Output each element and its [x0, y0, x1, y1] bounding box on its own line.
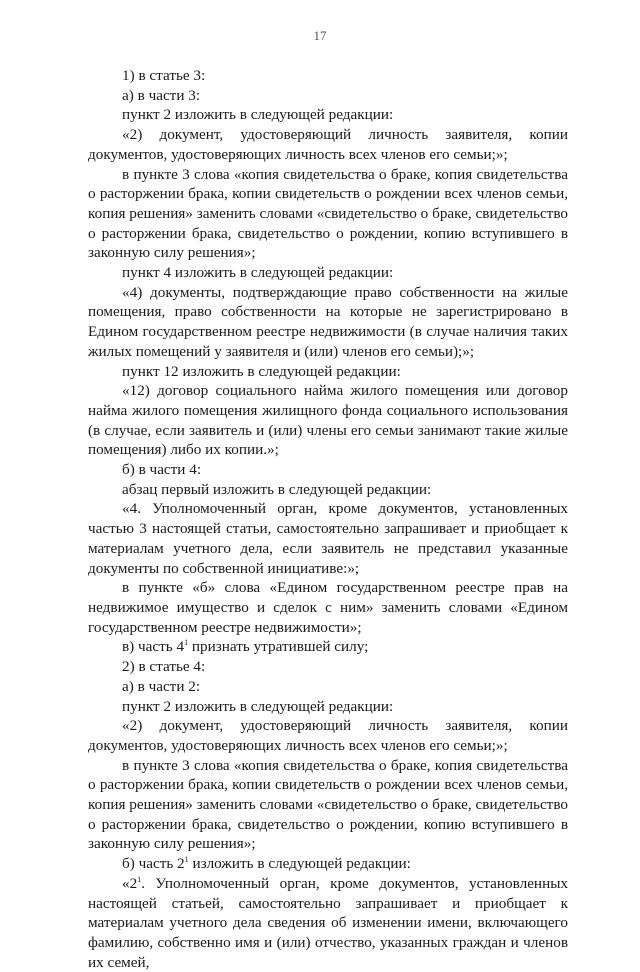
paragraph: 2) в статье 4: [122, 658, 206, 676]
paragraph: а) в части 2: [122, 677, 201, 695]
paragraph: «4) документы, подтверждающие право собственности на жилые помещения, право собственности на которые не зарегистрировано в Едином государственном реестре недвижимости (в случае наличия таких жилых помещений у заявителя и (или) членов его семьи);»; [88, 283, 568, 360]
paragraph: в пункте «б» слова «Едином государственном реестре прав на недвижимое имущество и сделок с ним» заменить словами «Едином государственном реестре недвижимости»; [88, 579, 568, 636]
paragraph-text: б) часть 2 [122, 855, 185, 873]
paragraph: б) в части 4: [122, 461, 202, 479]
paragraph: абзац первый изложить в следующей редакции: [122, 480, 432, 498]
paragraph: а) в части 3: [122, 86, 201, 104]
paragraph-with-superscript [88, 854, 568, 874]
paragraph-text: «2 [122, 874, 138, 892]
paragraph-with-superscript [88, 637, 568, 657]
paragraph: пункт 2 изложить в следующей редакции: [122, 106, 394, 124]
paragraph: пункт 4 изложить в следующей редакции: [122, 264, 394, 282]
paragraph-text: . Уполномоченный орган, кроме документов, установленных настоящей статьей, самостоятельно запрашивает и приобщает к материалам учетного дела сведения об изменении имени, включающего фамилию, собственно имя и (или) отчество, указанных граждан и членов их семей, [88, 874, 568, 971]
paragraph: «2) документ, удостоверяющий личность заявителя, копии документов, удостоверяющих личность всех членов его семьи;»; [88, 717, 568, 754]
document-body [88, 66, 568, 972]
paragraph-text: изложить в следующей редакции: [188, 855, 411, 873]
paragraph: «12) договор социального найма жилого помещения или договор найма жилого помещения жилищного фонда социального использования (в случае, если заявитель и (или) члены его семьи занимают такие жилые помещения) либо их копии.»; [88, 382, 568, 459]
paragraph: пункт 2 изложить в следующей редакции: [122, 697, 394, 715]
paragraph: в пункте 3 слова «копия свидетельства о браке, копия свидетельства о расторжении брака, копии свидетельств о рождении всех членов семьи, копия решения» заменить словами «свидетельство о браке, свидетельство о расторжении брака, свидетельство о рождении, копию вступившего в законную силу решения»; [88, 756, 568, 853]
page-number: 17 [313, 28, 327, 43]
paragraph: в пункте 3 слова «копия свидетельства о браке, копия свидетельства о расторжении брака, копии свидетельств о рождении всех членов семьи, копия решения» заменить словами «свидетельство о браке, свидетельство о расторжении брака, свидетельство о рождении, копию вступившего в законную силу решения»; [88, 165, 568, 262]
superscript: 1 [137, 874, 142, 884]
superscript: 1 [184, 855, 189, 865]
paragraph-text: признать утратившей силу; [188, 638, 369, 656]
superscript: 1 [184, 638, 189, 648]
paragraph-with-superscript [88, 874, 568, 972]
paragraph-text: в) часть 4 [122, 638, 185, 656]
paragraph: пункт 12 изложить в следующей редакции: [122, 362, 401, 380]
paragraph: «4. Уполномоченный орган, кроме документов, установленных частью 3 настоящей статьи, самостоятельно запрашивает и приобщает к материалам учетного дела, если заявитель не представил указанные документы по собственной инициативе:»; [88, 500, 568, 577]
paragraph: 1) в статье 3: [122, 67, 206, 84]
paragraph: «2) документ, удостоверяющий личность заявителя, копии документов, удостоверяющих личность всех членов его семьи;»; [88, 126, 568, 163]
